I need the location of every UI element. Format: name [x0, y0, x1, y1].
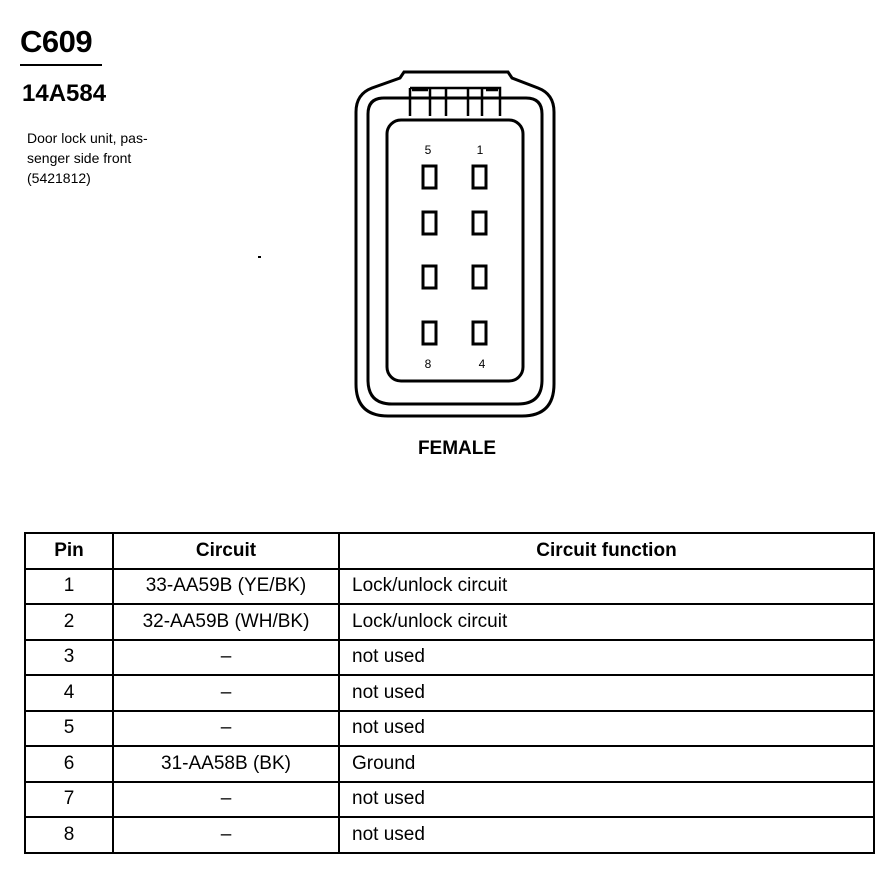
- locking-tab: [410, 88, 500, 116]
- header-pin: Pin: [25, 533, 113, 569]
- pin-cell: 2: [25, 604, 113, 640]
- circuit-cell: 31-AA58B (BK): [113, 746, 339, 782]
- table-row: [25, 711, 874, 747]
- circuit-cell: 33-AA59B (YE/BK): [113, 569, 339, 605]
- connector-description: [27, 128, 148, 188]
- cavity-label-4: 4: [478, 357, 486, 371]
- description-line: Door lock unit, pas-: [27, 130, 148, 146]
- table-row: [25, 746, 874, 782]
- circuit-cell: –: [113, 817, 339, 853]
- function-cell: not used: [339, 817, 874, 853]
- pin-cell: 3: [25, 640, 113, 676]
- function-cell: not used: [339, 675, 874, 711]
- function-cell: not used: [339, 782, 874, 818]
- pin-cell: 4: [25, 675, 113, 711]
- circuit-cell: –: [113, 711, 339, 747]
- table-row: [25, 569, 874, 605]
- table-row: [25, 604, 874, 640]
- table-row: [25, 817, 874, 853]
- pin-cell: 6: [25, 746, 113, 782]
- table-header-row: [25, 533, 874, 569]
- description-line: senger side front: [27, 150, 132, 166]
- circuit-cell: –: [113, 675, 339, 711]
- terminal-face: [387, 120, 523, 381]
- description-line: (5421812): [27, 170, 91, 186]
- circuit-cell: –: [113, 782, 339, 818]
- scan-speck: [258, 256, 261, 258]
- pin-cell: 7: [25, 782, 113, 818]
- circuit-cell: –: [113, 640, 339, 676]
- connector-id: C609: [20, 24, 93, 59]
- part-number: 14A584: [22, 80, 107, 107]
- function-cell: Lock/unlock circuit: [339, 569, 874, 605]
- pin-cell: 1: [25, 569, 113, 605]
- cavity-label-1: 1: [476, 143, 484, 157]
- table-row: [25, 782, 874, 818]
- cavity-label-5: 5: [424, 143, 432, 157]
- header-circuit: Circuit: [113, 533, 339, 569]
- cavity-label-8: 8: [424, 357, 432, 371]
- pin-cell: 5: [25, 711, 113, 747]
- function-cell: not used: [339, 711, 874, 747]
- function-cell: not used: [339, 640, 874, 676]
- header-circuit-function: Circuit function: [339, 533, 874, 569]
- function-cell: Lock/unlock circuit: [339, 604, 874, 640]
- pinout-table: [24, 532, 875, 854]
- pin-cell: 8: [25, 817, 113, 853]
- function-cell: Ground: [339, 746, 874, 782]
- title-underline: [20, 64, 102, 66]
- table-row: [25, 675, 874, 711]
- circuit-cell: 32-AA59B (WH/BK): [113, 604, 339, 640]
- table-row: [25, 640, 874, 676]
- connector-face-diagram: [350, 68, 560, 423]
- connector-face-svg: [350, 68, 560, 423]
- connector-gender-label: FEMALE: [417, 438, 497, 459]
